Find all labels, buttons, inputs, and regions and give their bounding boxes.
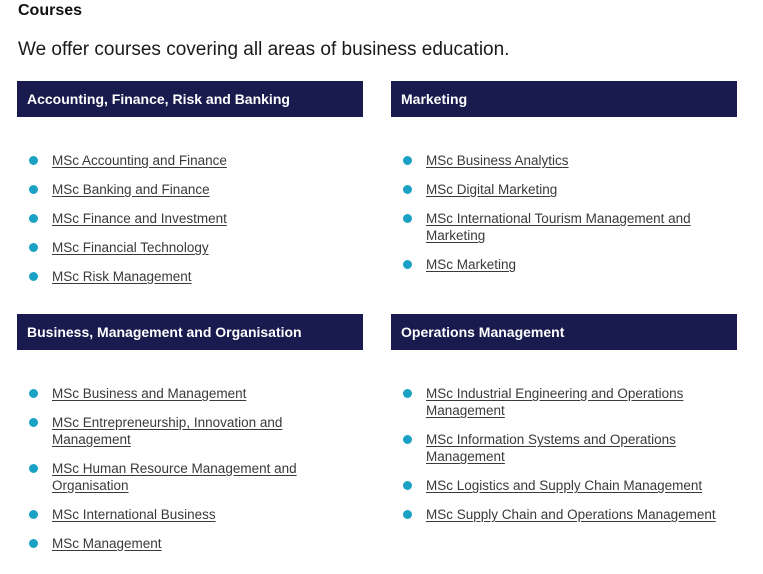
list-item [391, 152, 737, 169]
list-item [391, 431, 737, 465]
course-link[interactable]: MSc Marketing [426, 257, 517, 272]
bullet-icon [403, 156, 412, 165]
course-list [17, 152, 363, 285]
bullet-icon [29, 418, 38, 427]
course-link[interactable]: MSc Financial Technology [52, 240, 209, 255]
list-item [391, 506, 737, 523]
course-link[interactable]: MSc Risk Management [52, 269, 192, 284]
list-item [391, 256, 737, 273]
bullet-icon [403, 435, 412, 444]
course-link[interactable]: MSc Business Analytics [426, 153, 569, 168]
list-item [391, 181, 737, 198]
list-item [17, 385, 363, 402]
list-item [391, 477, 737, 494]
course-link[interactable]: MSc Digital Marketing [426, 182, 558, 197]
bullet-icon [403, 260, 412, 269]
course-link[interactable]: MSc Supply Chain and Operations Management [426, 507, 716, 522]
course-link[interactable]: MSc International Tourism Management and Marketing [426, 211, 691, 243]
list-item [17, 506, 363, 523]
course-link[interactable]: MSc Entrepreneurship, Innovation and Management [52, 415, 283, 447]
bullet-icon [403, 510, 412, 519]
course-link[interactable]: MSc Information Systems and Operations Management [426, 432, 676, 464]
course-link[interactable]: MSc Logistics and Supply Chain Management [426, 478, 703, 493]
section-accounting-finance [17, 81, 363, 297]
course-link[interactable]: MSc Management [52, 536, 162, 551]
bullet-icon [403, 185, 412, 194]
list-item [391, 210, 737, 244]
bullet-icon [403, 481, 412, 490]
course-link[interactable]: MSc Business and Management [52, 386, 247, 401]
bullet-icon [29, 243, 38, 252]
list-item [391, 385, 737, 419]
intro-text: We offer courses covering all areas of business education. [18, 39, 510, 60]
section-header: Accounting, Finance, Risk and Banking [17, 81, 363, 117]
course-link[interactable]: MSc Accounting and Finance [52, 153, 227, 168]
list-item [17, 535, 363, 552]
course-link[interactable]: MSc Human Resource Management and Organisation [52, 461, 297, 493]
course-link[interactable]: MSc Industrial Engineering and Operations Management [426, 386, 684, 418]
bullet-icon [29, 156, 38, 165]
list-item [17, 268, 363, 285]
course-list [391, 152, 737, 273]
bullet-icon [29, 185, 38, 194]
section-operations-management [391, 314, 737, 535]
section-header: Business, Management and Organisation [17, 314, 363, 350]
bullet-icon [29, 214, 38, 223]
list-item [17, 239, 363, 256]
list-item [17, 460, 363, 494]
bullet-icon [29, 510, 38, 519]
section-marketing [391, 81, 737, 285]
bullet-icon [29, 389, 38, 398]
section-business-management [17, 314, 363, 564]
course-link[interactable]: MSc Banking and Finance [52, 182, 210, 197]
page-title: Courses [18, 2, 83, 19]
course-list [17, 385, 363, 552]
bullet-icon [403, 214, 412, 223]
bullet-icon [29, 464, 38, 473]
course-link[interactable]: MSc Finance and Investment [52, 211, 227, 226]
list-item [17, 181, 363, 198]
bullet-icon [403, 389, 412, 398]
section-header: Marketing [391, 81, 737, 117]
list-item [17, 152, 363, 169]
list-item [17, 414, 363, 448]
course-list [391, 385, 737, 523]
course-link[interactable]: MSc International Business [52, 507, 216, 522]
bullet-icon [29, 272, 38, 281]
bullet-icon [29, 539, 38, 548]
list-item [17, 210, 363, 227]
section-header: Operations Management [391, 314, 737, 350]
